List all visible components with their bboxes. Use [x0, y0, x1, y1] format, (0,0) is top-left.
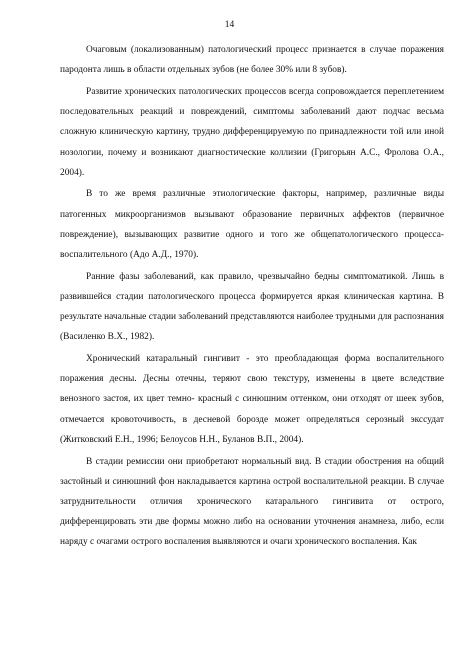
paragraph-focal-process: Очаговым (локализованным) патологический процесс признается в случае поражения пародонта лишь в области отдельных зубов (не более 30% или 8 зубов). — [60, 45, 444, 76]
paragraph-remission-stage: В стадии ремиссии они приобретают нормальный вид. В стадии обострения на общий застойный и синюшний фон накладывается картина острой воспалительной реакции. В случае затруднительности отличия хронического катарального гингивита от острого, дифференцировать эти две формы можно либо на основании уточнения анамнеза, либо, если наряду с очагами острого воспаления выявляются и очаги хронического воспаления. Как — [60, 456, 444, 548]
paragraph-chronic-processes: Развитие хронических патологических процессов всегда сопровождается переплетением последовательных реакций и повреждений, симптомы заболеваний дают подчас весьма сложную клиническую картину, трудно дифференцируемую по принадлежности той или иной нозологии, почему и возникают диагностические коллизии (Григорьян А.С., Фролова О.А., 2004). — [60, 86, 444, 178]
paragraph-early-phases: Ранние фазы заболеваний, как правило, чрезвычайно бедны симптоматикой. Лишь в развившейся стадии патологического процесса формируется яркая клиническая картина. В результате начальные стадии заболеваний представляются наиболее трудными для распознания (Василенко В.Х., 1982). — [60, 271, 444, 343]
paragraph-chronic-gingivitis: Хронический катаральный гингивит - это преобладающая форма воспалительного поражения десны. Десны отечны, теряют свою текстуру, изменены в цвете вследствие венозного застоя, их цвет темно- красный с синюшним оттенком, они отходят от шеек зубов, отмечается кровоточивость, в десневой борозде может определяться серозный экссудат (Житковский Е.Н., 1996; Белоусов Н.Н., Буланов В.П., 2004). — [60, 354, 444, 445]
paragraph-etiological-factors: В то же время различные этиологические факторы, например, различные виды патогенных микроорганизмов вызывают образование первичных аффектов (первичное повреждение), вызывающих развитие одного и того же общепатологического процесса- воспалительного (Адо А.Д., 1970). — [60, 189, 444, 261]
page-number: 14 — [224, 20, 235, 30]
body-text — [60, 40, 444, 554]
